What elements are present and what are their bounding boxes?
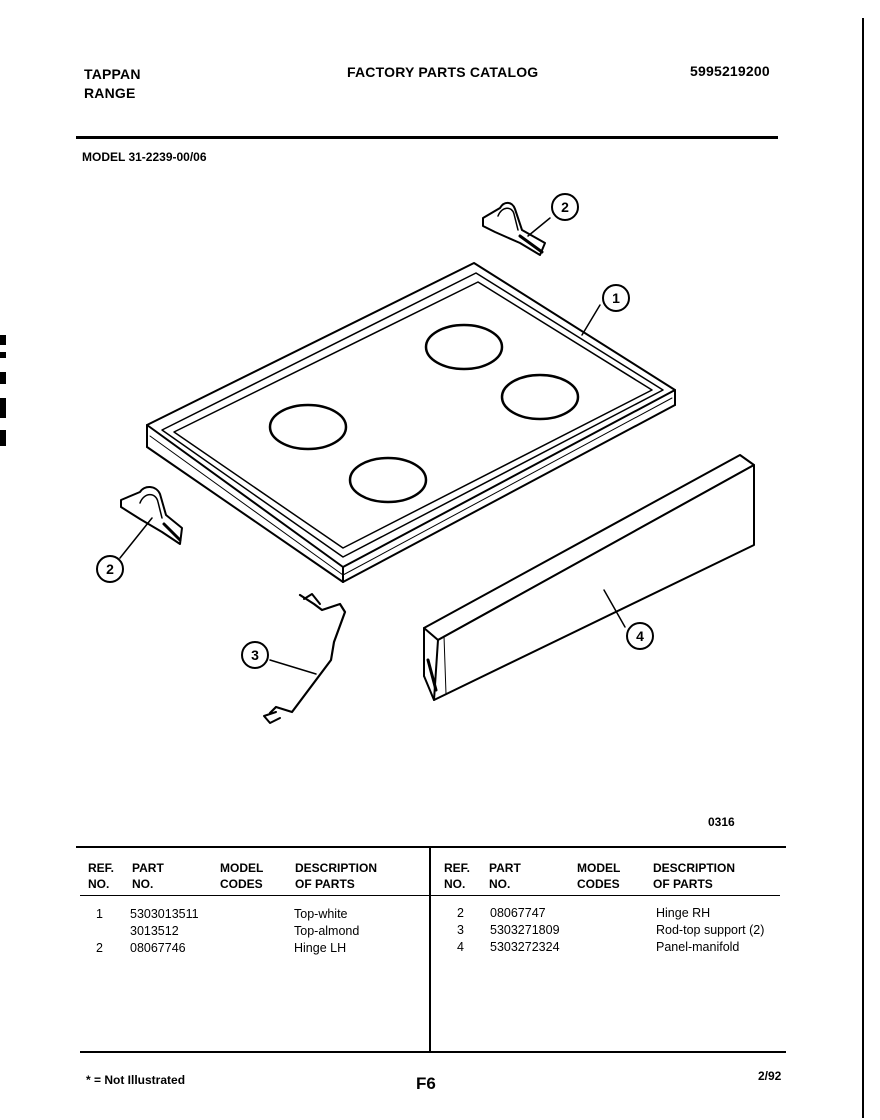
- ref-cell: 4: [457, 940, 464, 954]
- product-label: RANGE: [84, 85, 136, 101]
- support-rod: [264, 594, 345, 723]
- table-top-rule: [76, 846, 786, 848]
- model-label: MODEL 31-2239-00/06: [82, 150, 207, 164]
- description-cell: Rod-top support (2): [656, 923, 765, 937]
- callout-label: 1: [612, 290, 620, 306]
- ref-cell: 1: [96, 907, 103, 921]
- page-number: F6: [416, 1074, 436, 1093]
- table-bottom-rule: [80, 1051, 786, 1053]
- col-header-codes: MODEL CODES: [220, 861, 264, 891]
- part-cell: 5303271809: [490, 923, 560, 937]
- part-cell: 5303013511: [130, 907, 199, 921]
- brand-label: TAPPAN: [84, 66, 141, 82]
- hinge-lh: [121, 487, 182, 544]
- catalog-title: FACTORY PARTS CATALOG: [347, 64, 539, 80]
- col-header-ref: REF. NO.: [444, 861, 471, 891]
- description-cell: Top-almond: [294, 924, 360, 938]
- ref-cell: 2: [457, 906, 464, 920]
- footnote: * = Not Illustrated: [86, 1073, 186, 1087]
- callout-label: 2: [106, 561, 114, 577]
- part-cell: 08067746: [130, 941, 186, 955]
- callout-label: 2: [561, 199, 569, 215]
- ref-cell: 2: [96, 941, 103, 955]
- col-header-part: PART NO.: [132, 861, 164, 891]
- part-cell: 5303272324: [490, 940, 560, 954]
- col-header-description: DESCRIPTION OF PARTS: [653, 861, 736, 891]
- col-header-ref: REF. NO.: [88, 861, 115, 891]
- description-cell: Hinge RH: [656, 906, 711, 920]
- ref-cell: 3: [457, 923, 464, 937]
- callout-label: 3: [251, 647, 259, 663]
- part-cell: 3013512: [130, 924, 179, 938]
- table-divider: [429, 848, 431, 1052]
- callout-label: 4: [636, 628, 644, 644]
- col-header-part: PART NO.: [489, 861, 521, 891]
- description-cell: Panel-manifold: [656, 940, 740, 954]
- col-header-description: DESCRIPTION OF PARTS: [295, 861, 378, 891]
- description-cell: Hinge LH: [294, 941, 347, 955]
- part-cell: 08067747: [490, 906, 546, 920]
- description-cell: Top-white: [294, 907, 348, 921]
- col-header-codes: MODEL CODES: [577, 861, 621, 891]
- revision-date: 2/92: [758, 1069, 782, 1083]
- figure-code: 0316: [708, 815, 735, 829]
- catalog-number: 5995219200: [690, 63, 770, 79]
